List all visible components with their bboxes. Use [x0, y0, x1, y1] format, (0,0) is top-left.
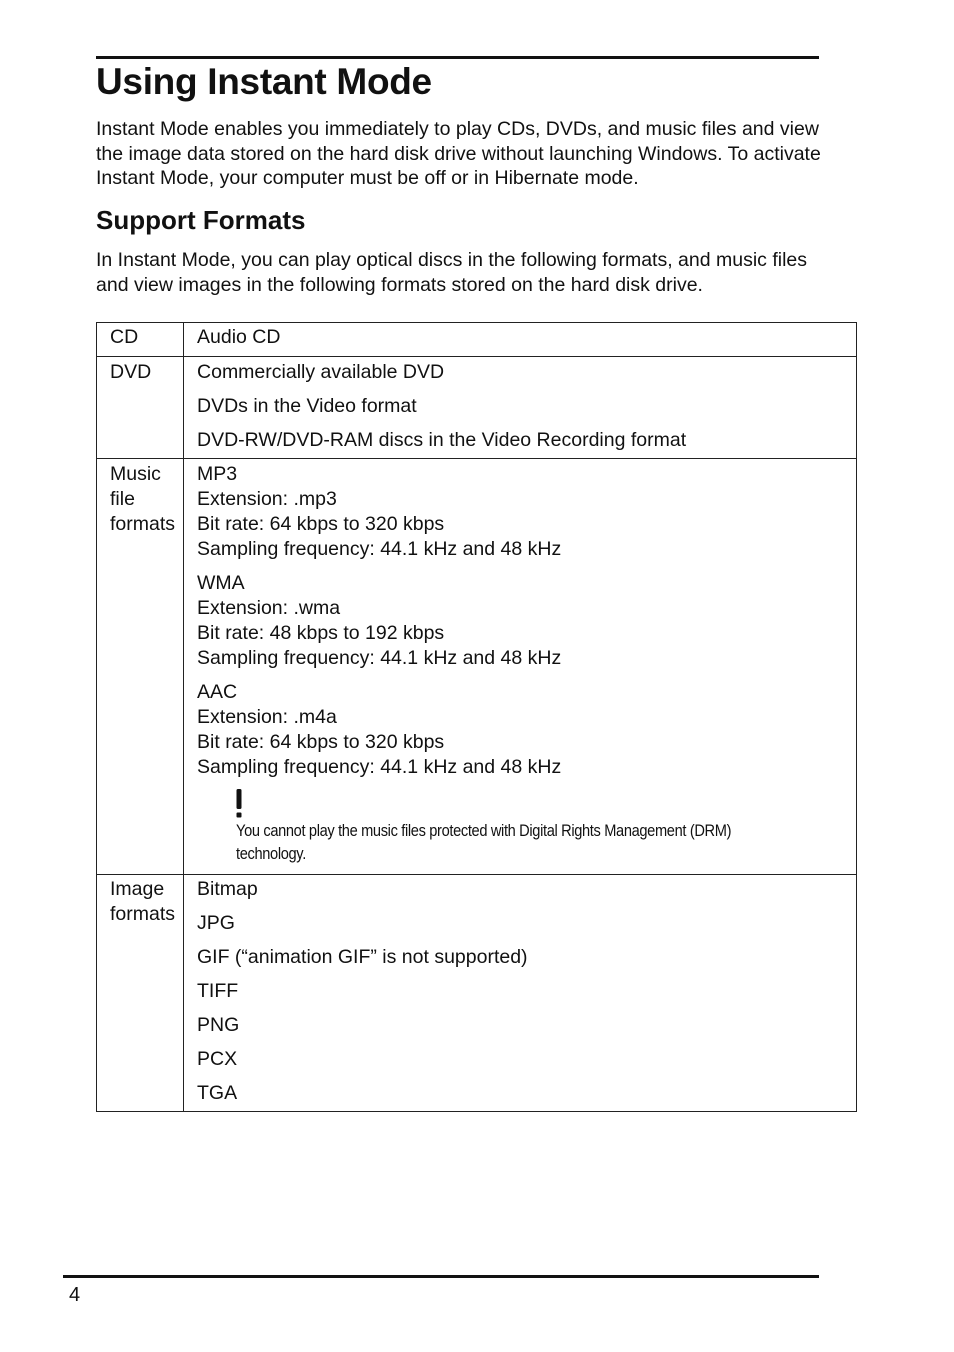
details-cell: [184, 323, 857, 357]
format-item: Commercially available DVD: [197, 361, 445, 383]
table-row-image: [97, 875, 857, 1112]
format-item: GIF (“animation GIF” is not supported): [197, 946, 528, 968]
category-cell: [97, 459, 184, 875]
music-format-mp3: [197, 462, 846, 562]
table-row-music: [97, 459, 857, 875]
format-item: Bitmap: [197, 878, 258, 900]
details-cell: [184, 357, 857, 459]
format-item: Audio CD: [197, 326, 281, 348]
format-name: WMA: [197, 572, 245, 594]
format-extension: Extension: .m4a: [197, 706, 337, 728]
section-intro-paragraph: In Instant Mode, you can play optical discs in the following formats, and music files and view images in the following formats stored on the hard disk drive.: [96, 249, 808, 296]
music-format-aac: [197, 680, 846, 780]
format-item: PNG: [197, 1014, 240, 1036]
format-sampling: Sampling frequency: 44.1 kHz and 48 kHz: [197, 538, 562, 560]
format-item: DVD-RW/DVD-RAM discs in the Video Recording format: [197, 429, 687, 451]
format-item: TIFF: [197, 980, 239, 1002]
table-row-dvd: [97, 357, 857, 459]
details-cell: [184, 459, 857, 875]
format-extension: Extension: .mp3: [197, 488, 337, 510]
category-label: [97, 459, 183, 537]
note-text: You cannot play the music files protected with Digital Rights Management (DRM) technology.: [236, 821, 732, 863]
format-bitrate: Bit rate: 64 kbps to 320 kbps: [197, 513, 445, 535]
intro-paragraph: Instant Mode enables you immediately to play CDs, DVDs, and music files and view the image data stored on the hard disk drive without launching Windows. To activate Instant Mode, your computer must be off or in Hibernate mode.: [96, 118, 821, 190]
section-title: Support Formats: [96, 205, 306, 235]
category-cell: [97, 875, 184, 1112]
page-title: Using Instant Mode: [96, 61, 432, 102]
format-item: DVDs in the Video format: [197, 395, 417, 417]
format-name: AAC: [197, 681, 238, 703]
category-label-line: formats: [110, 903, 176, 925]
format-bitrate: Bit rate: 48 kbps to 192 kbps: [197, 622, 445, 644]
formats-table: [96, 322, 857, 1112]
drm-note: [236, 789, 846, 865]
category-label: CD: [110, 326, 139, 348]
category-label: [97, 875, 183, 927]
category-label-line: Image: [110, 878, 165, 900]
exclamation-icon: [236, 789, 242, 819]
details-cell: [184, 875, 857, 1112]
bottom-rule: [63, 1275, 819, 1278]
table-row-cd: [97, 323, 857, 357]
category-cell: [97, 323, 184, 357]
format-item: PCX: [197, 1048, 238, 1070]
category-label: DVD: [110, 361, 152, 383]
format-item: JPG: [197, 912, 235, 934]
category-label-line: formats: [110, 513, 176, 535]
music-format-wma: [197, 571, 846, 671]
category-label-line: Music file: [110, 463, 161, 510]
format-item: TGA: [197, 1082, 238, 1104]
format-bitrate: Bit rate: 64 kbps to 320 kbps: [197, 731, 445, 753]
format-name: MP3: [197, 463, 238, 485]
page-number: 4: [69, 1284, 81, 1306]
format-sampling: Sampling frequency: 44.1 kHz and 48 kHz: [197, 647, 562, 669]
format-extension: Extension: .wma: [197, 597, 341, 619]
category-cell: [97, 357, 184, 459]
format-sampling: Sampling frequency: 44.1 kHz and 48 kHz: [197, 756, 562, 778]
